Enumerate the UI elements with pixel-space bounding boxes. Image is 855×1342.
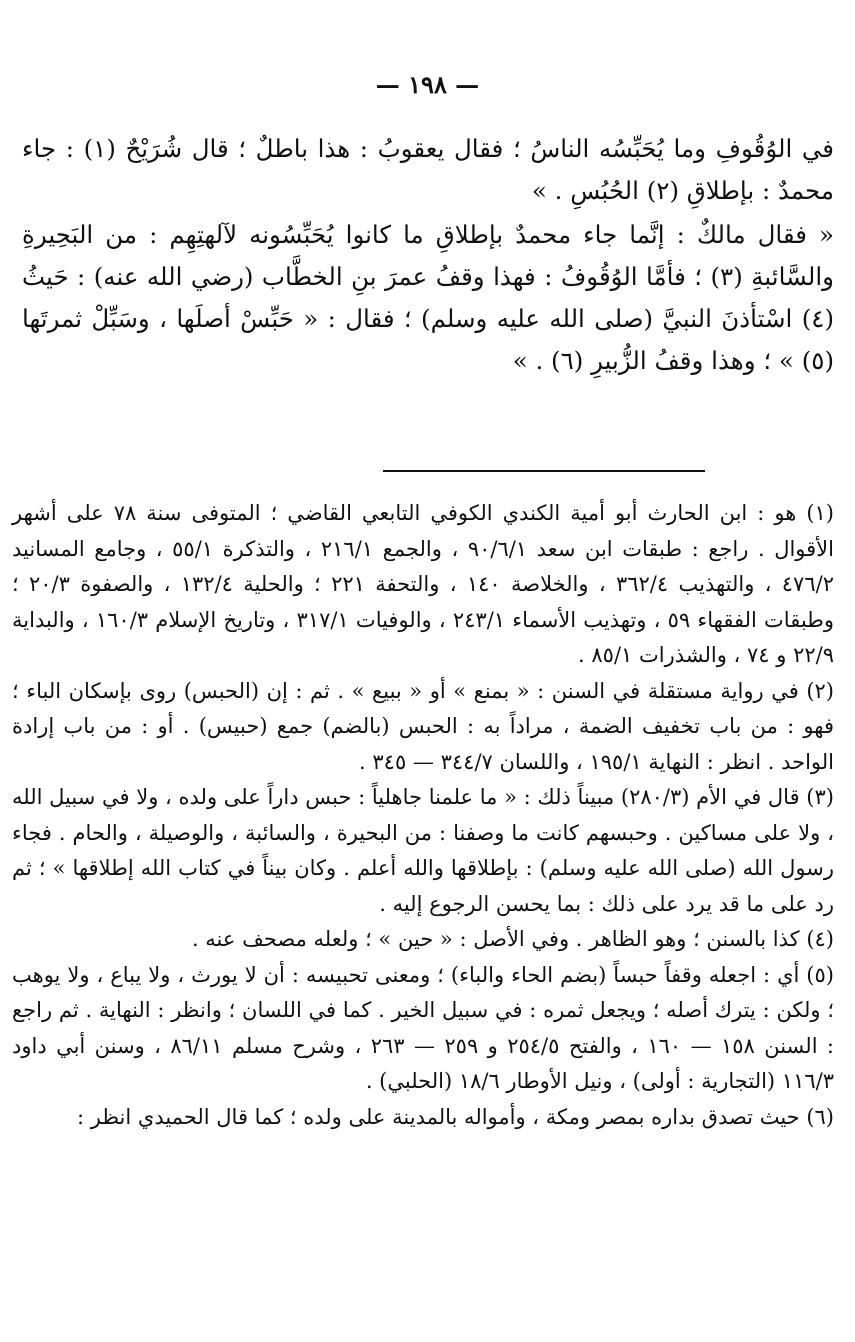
footnote-1: (١) هو : ابن الحارث أبو أمية الكندي الكوفي التابعي القاضي ؛ المتوفى سنة ٧٨ على أشهر الأقوال . راجع : طبقات ابن سعد ٩٠/٦/١ ، والجمع ٢١٦/١ ، والتذكرة ٥٥/١ ، وجامع المسانيد ٤٧٦/٢ ، والتهذيب ٣٦٢/٤ ، والخلاصة ١٤٠ ، والتحفة ٢٢١ ؛ والحلية ١٣٢/٤ ، والصفوة ٢٠/٣ ؛ وطبقات الفقهاء ٥٩ ، وتهذيب الأسماء ٢٤٣/١ ، والوفيات ٣١٧/١ ، وتاريخ الإسلام ١٦٠/٣ ، والبداية ٢٢/٩ و ٧٤ ، والشذرات ٨٥/١ . [12, 501, 835, 667]
main-paragraph-2: « فقال مالكٌ : إنَّما جاء محمدٌ بإطلاقِ ما كانوا يُحَبِّسُونه لآلهتِهِم : من البَحِيرةِ والسَّائبةِ (٣) ؛ فأمَّا الوُقُوفُ : فهذا وقفُ عمرَ بنِ الخطَّاب (رضي الله عنه) : حَيثُ (٤) اسْتأذنَ النبيَّ (صلى الله عليه وسلم) ؛ فقال : « حَبِّسْ أصلَها ، وسَبِّلْ ثمرتَها (٥) » ؛ وهذا وقفُ الزُّبيرِ (٦) . » [22, 220, 834, 375]
main-paragraph-1: في الوُقُوفِ وما يُحَبِّسُه الناسُ ؛ فقال يعقوبُ : هذا باطلٌ ؛ قال شُرَيْحٌ (١) : جاء محمدٌ : بإطلاقِ (٢) الحُبُسِ . » [22, 134, 834, 205]
main-text [22, 128, 834, 382]
footnote-6: (٦) حيث تصدق بداره بمصر ومكة ، وأمواله بالمدينة على ولده ؛ كما قال الحميدي انظر : [76, 1104, 834, 1129]
footnote-5: (٥) أي : اجعله وقفاً حبساً (بضم الحاء والباء) ؛ ومعنى تحبيسه : أن لا يورث ، ولا يباع ، ولا يوهب ؛ ولكن : يترك أصله ؛ ويجعل ثمره : في سبيل الخير . كما في اللسان ؛ وانظر : النهاية . ثم راجع : السنن ١٥٨ — ١٦٠ ، والفتح ٢٥٤/٥ و ٢٥٩ — ٢٦٣ ، وشرح مسلم ٨٦/١١ ، وسنن أبي داود ١١٦/٣ (التجارية : أولى) ، ونيل الأوطار ١٨/٦ (الحلبي) . [12, 962, 835, 1093]
footnotes [12, 496, 834, 1135]
page-number: — ١٩٨ — [375, 70, 480, 99]
footnote-4: (٤) كذا بالسنن ؛ وهو الظاهر . وفي الأصل : « حين » ؛ ولعله مصحف عنه . [191, 927, 834, 951]
footnote-3: (٣) قال في الأم (٢٨٠/٣) مبيناً ذلك : « ما علمنا جاهلياً : حبس داراً على ولده ، ولا في سبيل الله ، ولا على مساكين . وحبسهم كانت ما وصفنا : من البحيرة ، والسائبة ، والوصيلة ، والحام . فجاء رسول الله (صلى الله عليه وسلم) : بإطلاقها والله أعلم . وكان بيناً في كتاب الله إطلاقها » ؛ ثم رد على ما قد يرد على ذلك : بما يحسن الرجوع إليه . [12, 785, 834, 916]
footnote-2: (٢) في رواية مستقلة في السنن : « بمنع » أو « ببيع » . ثم : إن (الحبس) روى بإسكان الباء ؛ فهو : من باب تخفيف الضمة ، مراداً به : الحبس (بالضم) جمع (حبيس) . أو : من باب إرادة الواحد . انظر : النهاية ١٩٥/١ ، واللسان ٣٤٤/٧ — ٣٤٥ . [12, 678, 834, 774]
footnote-divider [383, 470, 705, 472]
